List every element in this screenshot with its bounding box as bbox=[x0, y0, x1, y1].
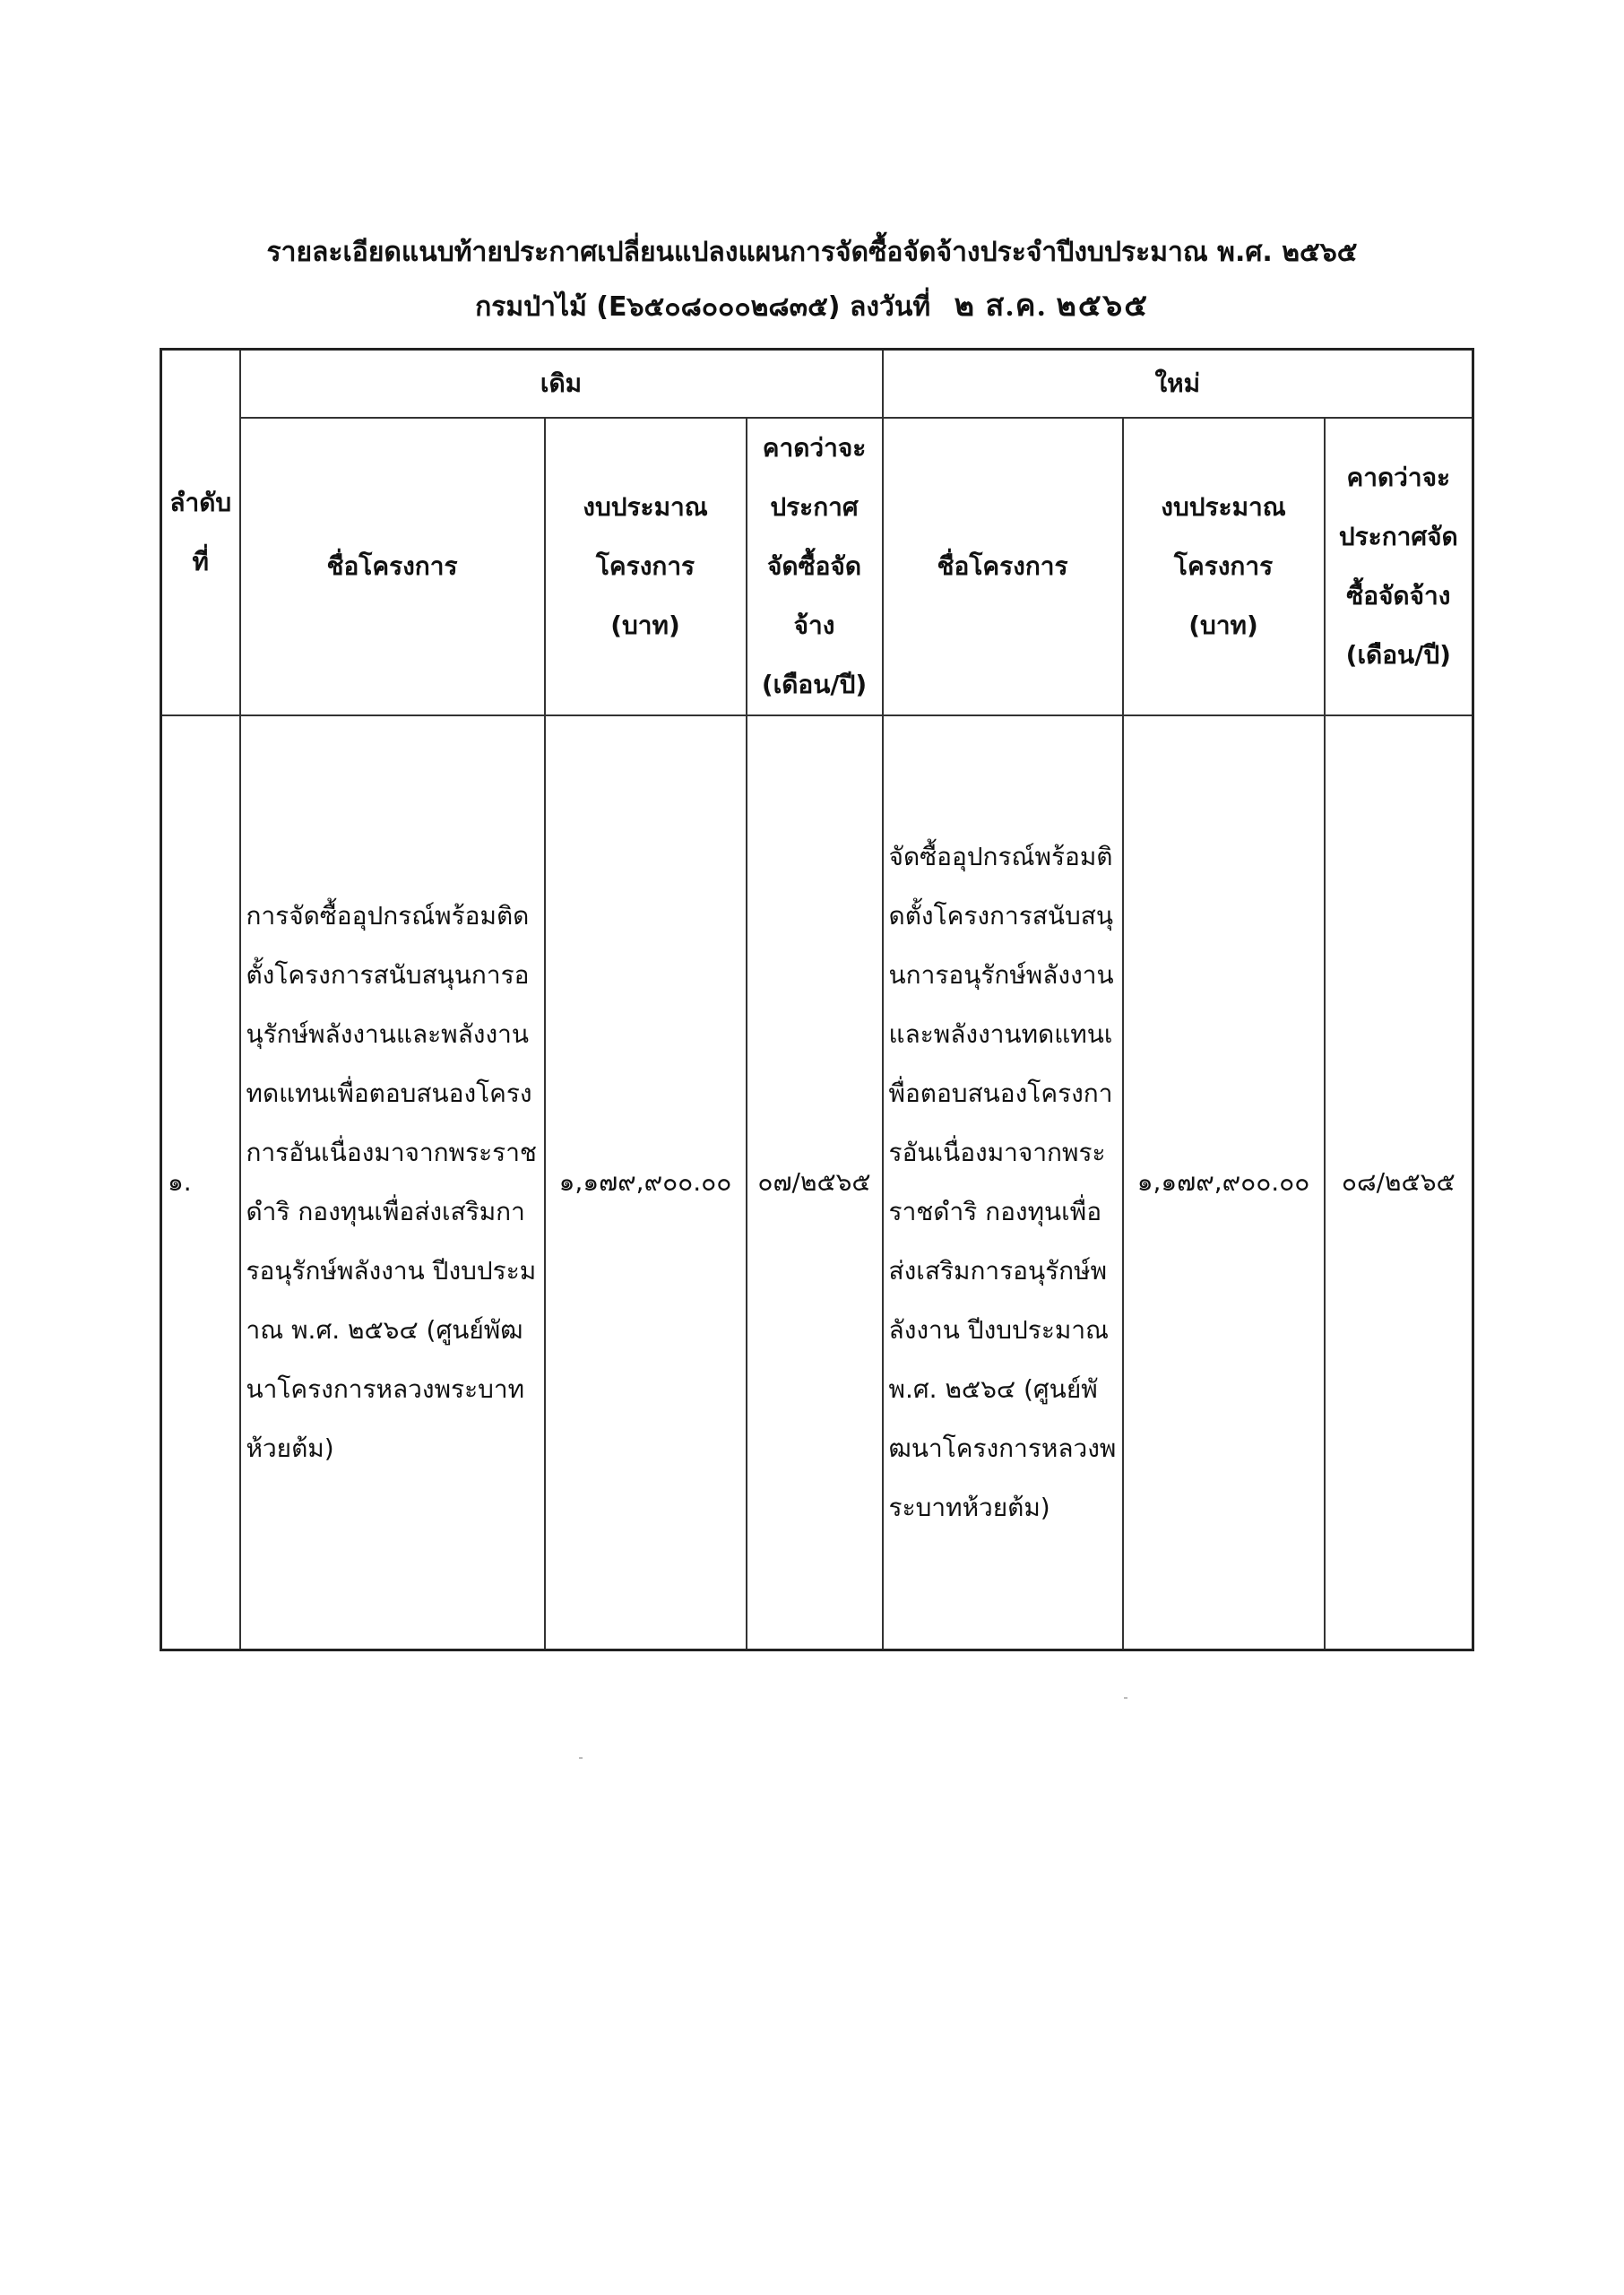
original-project-cell: การจัดซื้ออุปกรณ์พร้อมติดตั้งโครงการสนับสนุนการอนุรักษ์พลังงานและพลังงานทดแทนเพื่อตอบสนองโครงการอันเนื่องมาจากพระราชดำริ กองทุนเพื่อส่งเสริมการอนุรักษ์พลังงาน ปีงบประมาณ พ.ศ. ๒๕๖๔ (ศูนย์พัฒนาโครงการหลวงพระบาทห้วยต้ม) bbox=[240, 715, 545, 1650]
order-header-line: ลำดับ bbox=[169, 487, 232, 517]
new-budget-cell: ๑,๑๗๙,๙๐๐.๐๐ bbox=[1123, 715, 1325, 1650]
header-line: โครงการ bbox=[595, 550, 695, 581]
header-line: ซื้อจัดจ้าง bbox=[1346, 580, 1451, 611]
header-line: (เดือน/ปี) bbox=[1345, 639, 1451, 670]
header-line: (เดือน/ปี) bbox=[761, 669, 868, 699]
original-budget-cell: ๑,๑๗๙,๙๐๐.๐๐ bbox=[545, 715, 747, 1650]
header-line: โครงการ bbox=[1173, 550, 1274, 581]
scan-speck bbox=[579, 1757, 583, 1759]
original-project-name-header: ชื่อโครงการ bbox=[240, 418, 545, 715]
header-line: คาดว่าจะ bbox=[1346, 462, 1451, 492]
new-schedule-cell: ๐๘/๒๕๖๕ bbox=[1325, 715, 1473, 1650]
header-line: ประกาศจัด bbox=[1338, 521, 1458, 551]
document-title-line2: กรมป่าไม้ (E๖๕๐๘๐๐๐๒๘๓๕) ลงวันที่ bbox=[475, 291, 931, 323]
new-group-header: ใหม่ bbox=[883, 350, 1473, 418]
document-title bbox=[0, 235, 1624, 271]
new-budget-header bbox=[1123, 418, 1325, 715]
header-line: (บาท) bbox=[1188, 610, 1258, 640]
header-line: งบประมาณ bbox=[583, 491, 708, 522]
group-header-row bbox=[161, 350, 1473, 418]
header-line: งบประมาณ bbox=[1161, 491, 1286, 522]
procurement-change-table bbox=[160, 348, 1474, 1651]
original-schedule-cell: ๐๗/๒๕๖๕ bbox=[747, 715, 883, 1650]
handwritten-date: ๒ ส.ค. ๒๕๖๕ bbox=[954, 290, 1149, 323]
header-line: ประกาศ bbox=[770, 491, 859, 522]
document-subtitle bbox=[0, 289, 1624, 325]
new-project-cell: จัดซื้ออุปกรณ์พร้อมติดตั้งโครงการสนับสนุนการอนุรักษ์พลังงานและพลังงานทดแทนเพื่อตอบสนองโครงการอันเนื่องมาจากพระราชดำริ กองทุนเพื่อส่งเสริมการอนุรักษ์พลังงาน ปีงบประมาณ พ.ศ. ๒๕๖๔ (ศูนย์พัฒนาโครงการหลวงพระบาทห้วยต้ม) bbox=[883, 715, 1123, 1650]
original-group-header: เดิม bbox=[240, 350, 883, 418]
document-title-line1: รายละเอียดแนบท้ายประกาศเปลี่ยนแปลงแผนการจัดซื้อจัดจ้างประจำปีงบประมาณ พ.ศ. ๒๕๖๕ bbox=[266, 237, 1358, 268]
header-line: คาดว่าจะ bbox=[762, 432, 867, 463]
scan-speck bbox=[1124, 1697, 1127, 1699]
order-header bbox=[161, 350, 240, 715]
order-cell: ๑. bbox=[161, 715, 240, 1650]
new-project-name-header: ชื่อโครงการ bbox=[883, 418, 1123, 715]
order-header-line: ที่ bbox=[192, 546, 209, 576]
header-line: จ้าง bbox=[793, 610, 835, 640]
column-header-row bbox=[161, 418, 1473, 715]
table-row bbox=[161, 715, 1473, 1650]
new-schedule-header bbox=[1325, 418, 1473, 715]
header-line: (บาท) bbox=[610, 610, 680, 640]
original-budget-header bbox=[545, 418, 747, 715]
header-line: จัดซื้อจัด bbox=[767, 550, 862, 581]
original-schedule-header bbox=[747, 418, 883, 715]
